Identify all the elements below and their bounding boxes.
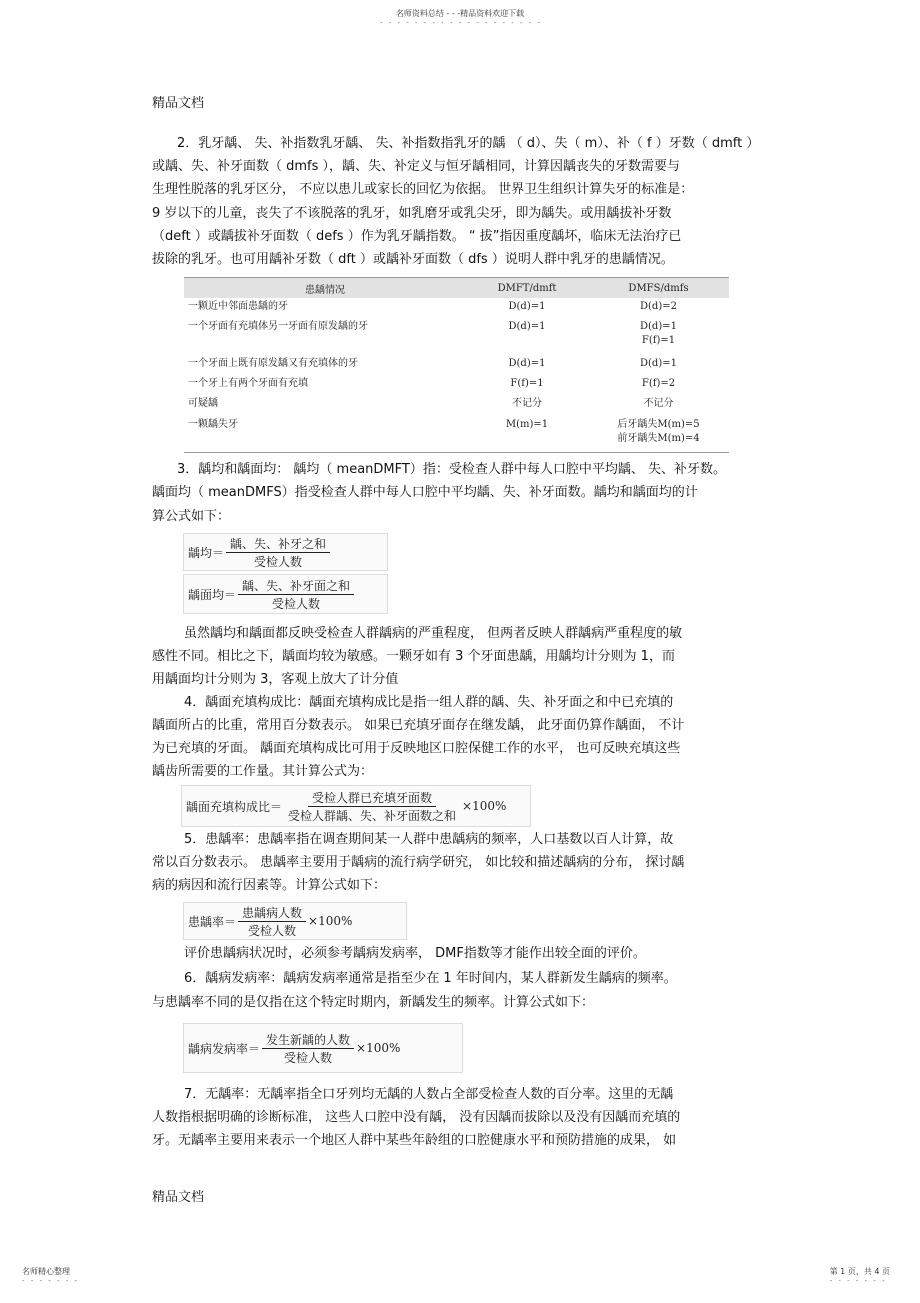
formula-dmft bbox=[183, 533, 388, 571]
table-cell: 可疑龋 bbox=[188, 398, 218, 410]
para7-line: 人数指根据明确的诊断标准， 这些人口腔中没有龋， 没有因龋而拔除以及没有因龋而充填的 bbox=[152, 1110, 681, 1125]
para2-line: （deft ）或龋拔补牙面数（ defs ）作为乳牙龋指数。 “ 拔”指因重度龋坏，临床无法治疗已 bbox=[152, 229, 682, 244]
cell-line: D(d)=2 bbox=[640, 301, 677, 312]
cell-line: F(f)=1 bbox=[641, 335, 676, 347]
para2-line: 生理性脱落的乳牙区分， 不应以患儿或家长的回忆为依据。 世界卫生组织计算失牙的标准是： bbox=[152, 182, 694, 197]
cell-line: 不记分 bbox=[643, 398, 674, 410]
doc-label-top: 精品文档 bbox=[152, 96, 205, 111]
formula-caries-prevalence bbox=[183, 902, 407, 940]
table-row bbox=[184, 375, 729, 395]
formula-lhs: 患龋率＝ bbox=[188, 914, 237, 929]
table-cell: 一颗近中邻面患龋的牙 bbox=[188, 301, 288, 312]
doc-label-bottom: 精品文档 bbox=[152, 1190, 205, 1205]
formula-tail: ×100% bbox=[462, 799, 507, 813]
table-cell: F(f)=1 bbox=[510, 377, 544, 389]
table-cell: D(d)=1 bbox=[508, 321, 546, 333]
formula-tail: ×100% bbox=[356, 1041, 401, 1055]
para2-line: 拔除的乳牙。也可用龋补牙数（ dft ）或龋补牙面数（ dfs ）说明人群中乳牙的患龋情况。 bbox=[152, 252, 674, 267]
formula-caries-incidence bbox=[183, 1023, 463, 1073]
page-header: 名师资料总结 - - -精品资料欢迎下载 bbox=[395, 9, 525, 18]
formula-fraction bbox=[284, 789, 460, 824]
cell-line: 后牙龋失M(m)=5 bbox=[617, 418, 700, 430]
table-cell: 一个牙面有充填体另一牙面有原发龋的牙 bbox=[188, 321, 368, 333]
table-header: DMFS/dmfs bbox=[588, 278, 729, 299]
para3b-line: 虽然龋均和龋面都反映受检查人群龋病的严重程度， 但两者反映人群龋病严重程度的敏 bbox=[184, 626, 683, 641]
footer-right bbox=[830, 1266, 890, 1285]
para7-line: 牙。无龋率主要用来表示一个地区人群中某些年龄组的口腔健康水平和预防措施的成果， 如 bbox=[152, 1133, 677, 1148]
para2-line: 2．乳牙龋、 失、补指数乳牙龋、 失、补指数指乳牙的龋 （ d）、失（ m）、补（ f ）牙数（ dmft ） bbox=[177, 136, 760, 151]
formula-numerator: 发生新龋的人数 bbox=[262, 1031, 354, 1049]
table-cell: M(m)=1 bbox=[505, 418, 549, 430]
para3-line: 龋面均（ meanDMFS）指受检查人群中每人口腔中平均龋、失、补牙面数。龋均和龋面均的计 bbox=[152, 485, 698, 500]
formula-numerator: 龋、失、补牙之和 bbox=[226, 535, 330, 553]
table-cell: D(d)=1 bbox=[508, 301, 546, 312]
para3b-line: 感性不同。相比之下，龋面均较为敏感。一颗牙如有 3 个牙面患龋，用龋均计分则为 1，而 bbox=[152, 649, 675, 664]
formula-filling-ratio bbox=[181, 785, 531, 827]
table-cell bbox=[588, 375, 729, 395]
cell-line: F(f)=2 bbox=[641, 377, 676, 389]
formula-numerator: 患龋病人数 bbox=[238, 904, 306, 922]
header-dots: - - - - - - - - - - - - - - - - - - - bbox=[380, 19, 543, 27]
footer-left-text: 名师精心整理 bbox=[22, 1267, 70, 1276]
para4-line: 龋齿所需要的工作量。其计算公式为： bbox=[152, 764, 374, 779]
table-row bbox=[184, 318, 729, 354]
para3b-line: 用龋面均计分则为 3，客观上放大了计分值 bbox=[152, 672, 399, 687]
para4-line: 4．龋面充填构成比：龋面充填构成比是指一组人群的龋、失、补牙面之和中已充填的 bbox=[184, 695, 674, 710]
formula-denominator: 受检人数 bbox=[284, 1050, 333, 1065]
table-cell bbox=[588, 355, 729, 375]
para3-line: 算公式如下： bbox=[152, 509, 231, 524]
cell-line: 前牙龋失M(m)=4 bbox=[617, 432, 700, 444]
footer-right-dots: - - - - - - - bbox=[829, 1277, 887, 1285]
table-cell: 一个牙上有两个牙面有充填 bbox=[188, 377, 308, 389]
formula-denominator: 受检人数 bbox=[254, 554, 303, 569]
formula-fraction bbox=[238, 577, 354, 612]
para5b-line: 评价患龋病状况时，必须参考龋病发病率， DMF指数等才能作出较全面的评价。 bbox=[184, 946, 646, 961]
para4-line: 为已充填的牙面。 龋面充填构成比可用于反映地区口腔保健工作的水平， 也可反映充填这些 bbox=[152, 741, 681, 756]
cell-line: D(d)=1 bbox=[640, 357, 677, 369]
para2-line: 9 岁以下的儿童，丧失了不该脱落的乳牙，如乳磨牙或乳尖牙，即为龋失。或用龋拔补牙数 bbox=[152, 206, 672, 221]
table-row bbox=[184, 298, 729, 318]
table-cell: D(d)=1 bbox=[508, 357, 546, 369]
para6-line: 6．龋病发病率：龋病发病率通常是指至少在 1 年时间内，某人群新发生龋病的频率。 bbox=[184, 971, 677, 986]
para6-line: 与患龋率不同的是仅指在这个特定时期内，新龋发生的频率。计算公式如下： bbox=[152, 995, 595, 1010]
table-row bbox=[184, 395, 729, 415]
cell-line: D(d)=1 bbox=[640, 321, 677, 333]
formula-lhs: 龋面充填构成比＝ bbox=[186, 799, 283, 814]
table-cell bbox=[588, 395, 729, 415]
footer-left-dots: - - - - - - - bbox=[22, 1277, 80, 1285]
formula-denominator: 受检人数 bbox=[248, 923, 297, 938]
table-cell bbox=[588, 416, 729, 453]
table-cell bbox=[588, 318, 729, 354]
para4-line: 龋面所占的比重，常用百分数表示。 如果已充填牙面存在继发龋， 此牙面仍算作龋面， 不计 bbox=[152, 718, 685, 733]
table-cell: 不记分 bbox=[512, 398, 542, 410]
page-number: 第 1 页，共 4 页 bbox=[829, 1267, 890, 1276]
para3-line: 3．龋均和龋面均： 龋均（ meanDMFT）指：受检查人群中每人口腔中平均龋、 失、补牙数。 bbox=[177, 462, 726, 477]
formula-numerator: 龋、失、补牙面之和 bbox=[238, 577, 354, 595]
formula-lhs: 龋面均＝ bbox=[188, 587, 237, 602]
table-header: 患龋情况 bbox=[184, 278, 466, 299]
formula-denominator: 受检人数 bbox=[272, 596, 321, 611]
table-cell: 一个牙面上既有原发龋又有充填体的牙 bbox=[188, 357, 358, 369]
formula-lhs: 龋均＝ bbox=[188, 545, 225, 560]
table-cell: 一颗龋失牙 bbox=[188, 418, 238, 430]
formula-fraction bbox=[226, 535, 330, 570]
para2-line: 或龋、失、补牙面数（ dmfs ），龋、失、补定义与恒牙龋相同，计算因龋丧失的牙数需要与 bbox=[152, 159, 681, 174]
formula-lhs: 龋病发病率＝ bbox=[188, 1041, 261, 1056]
table-header-row bbox=[184, 278, 729, 299]
formula-fraction bbox=[238, 904, 306, 939]
footer-left bbox=[22, 1266, 79, 1285]
formula-tail: ×100% bbox=[308, 914, 353, 928]
formula-dmfs bbox=[183, 574, 388, 614]
para5-line: 5．患龋率：患龋率指在调查期间某一人群中患龋病的频率，人口基数以百人计算，故 bbox=[184, 832, 674, 847]
para5-line: 常以百分数表示。 患龋率主要用于龋病的流行病学研究， 如比较和描述龋病的分布， 探讨龋 bbox=[152, 855, 685, 870]
table-row bbox=[184, 355, 729, 375]
table-row bbox=[184, 416, 729, 453]
table-header: DMFT/dmft bbox=[466, 278, 588, 299]
dmf-table bbox=[184, 277, 729, 453]
formula-fraction bbox=[262, 1031, 354, 1066]
para5-line: 病的病因和流行因素等。计算公式如下： bbox=[152, 878, 387, 893]
formula-numerator: 受检人群已充填牙面数 bbox=[308, 789, 436, 807]
para7-line: 7．无龋率：无龋率指全口牙列均无龋的人数占全部受检查人数的百分率。这里的无龋 bbox=[184, 1087, 674, 1102]
table-cell bbox=[588, 298, 729, 318]
formula-denominator: 受检人群龋、失、补牙面数之和 bbox=[288, 808, 457, 823]
